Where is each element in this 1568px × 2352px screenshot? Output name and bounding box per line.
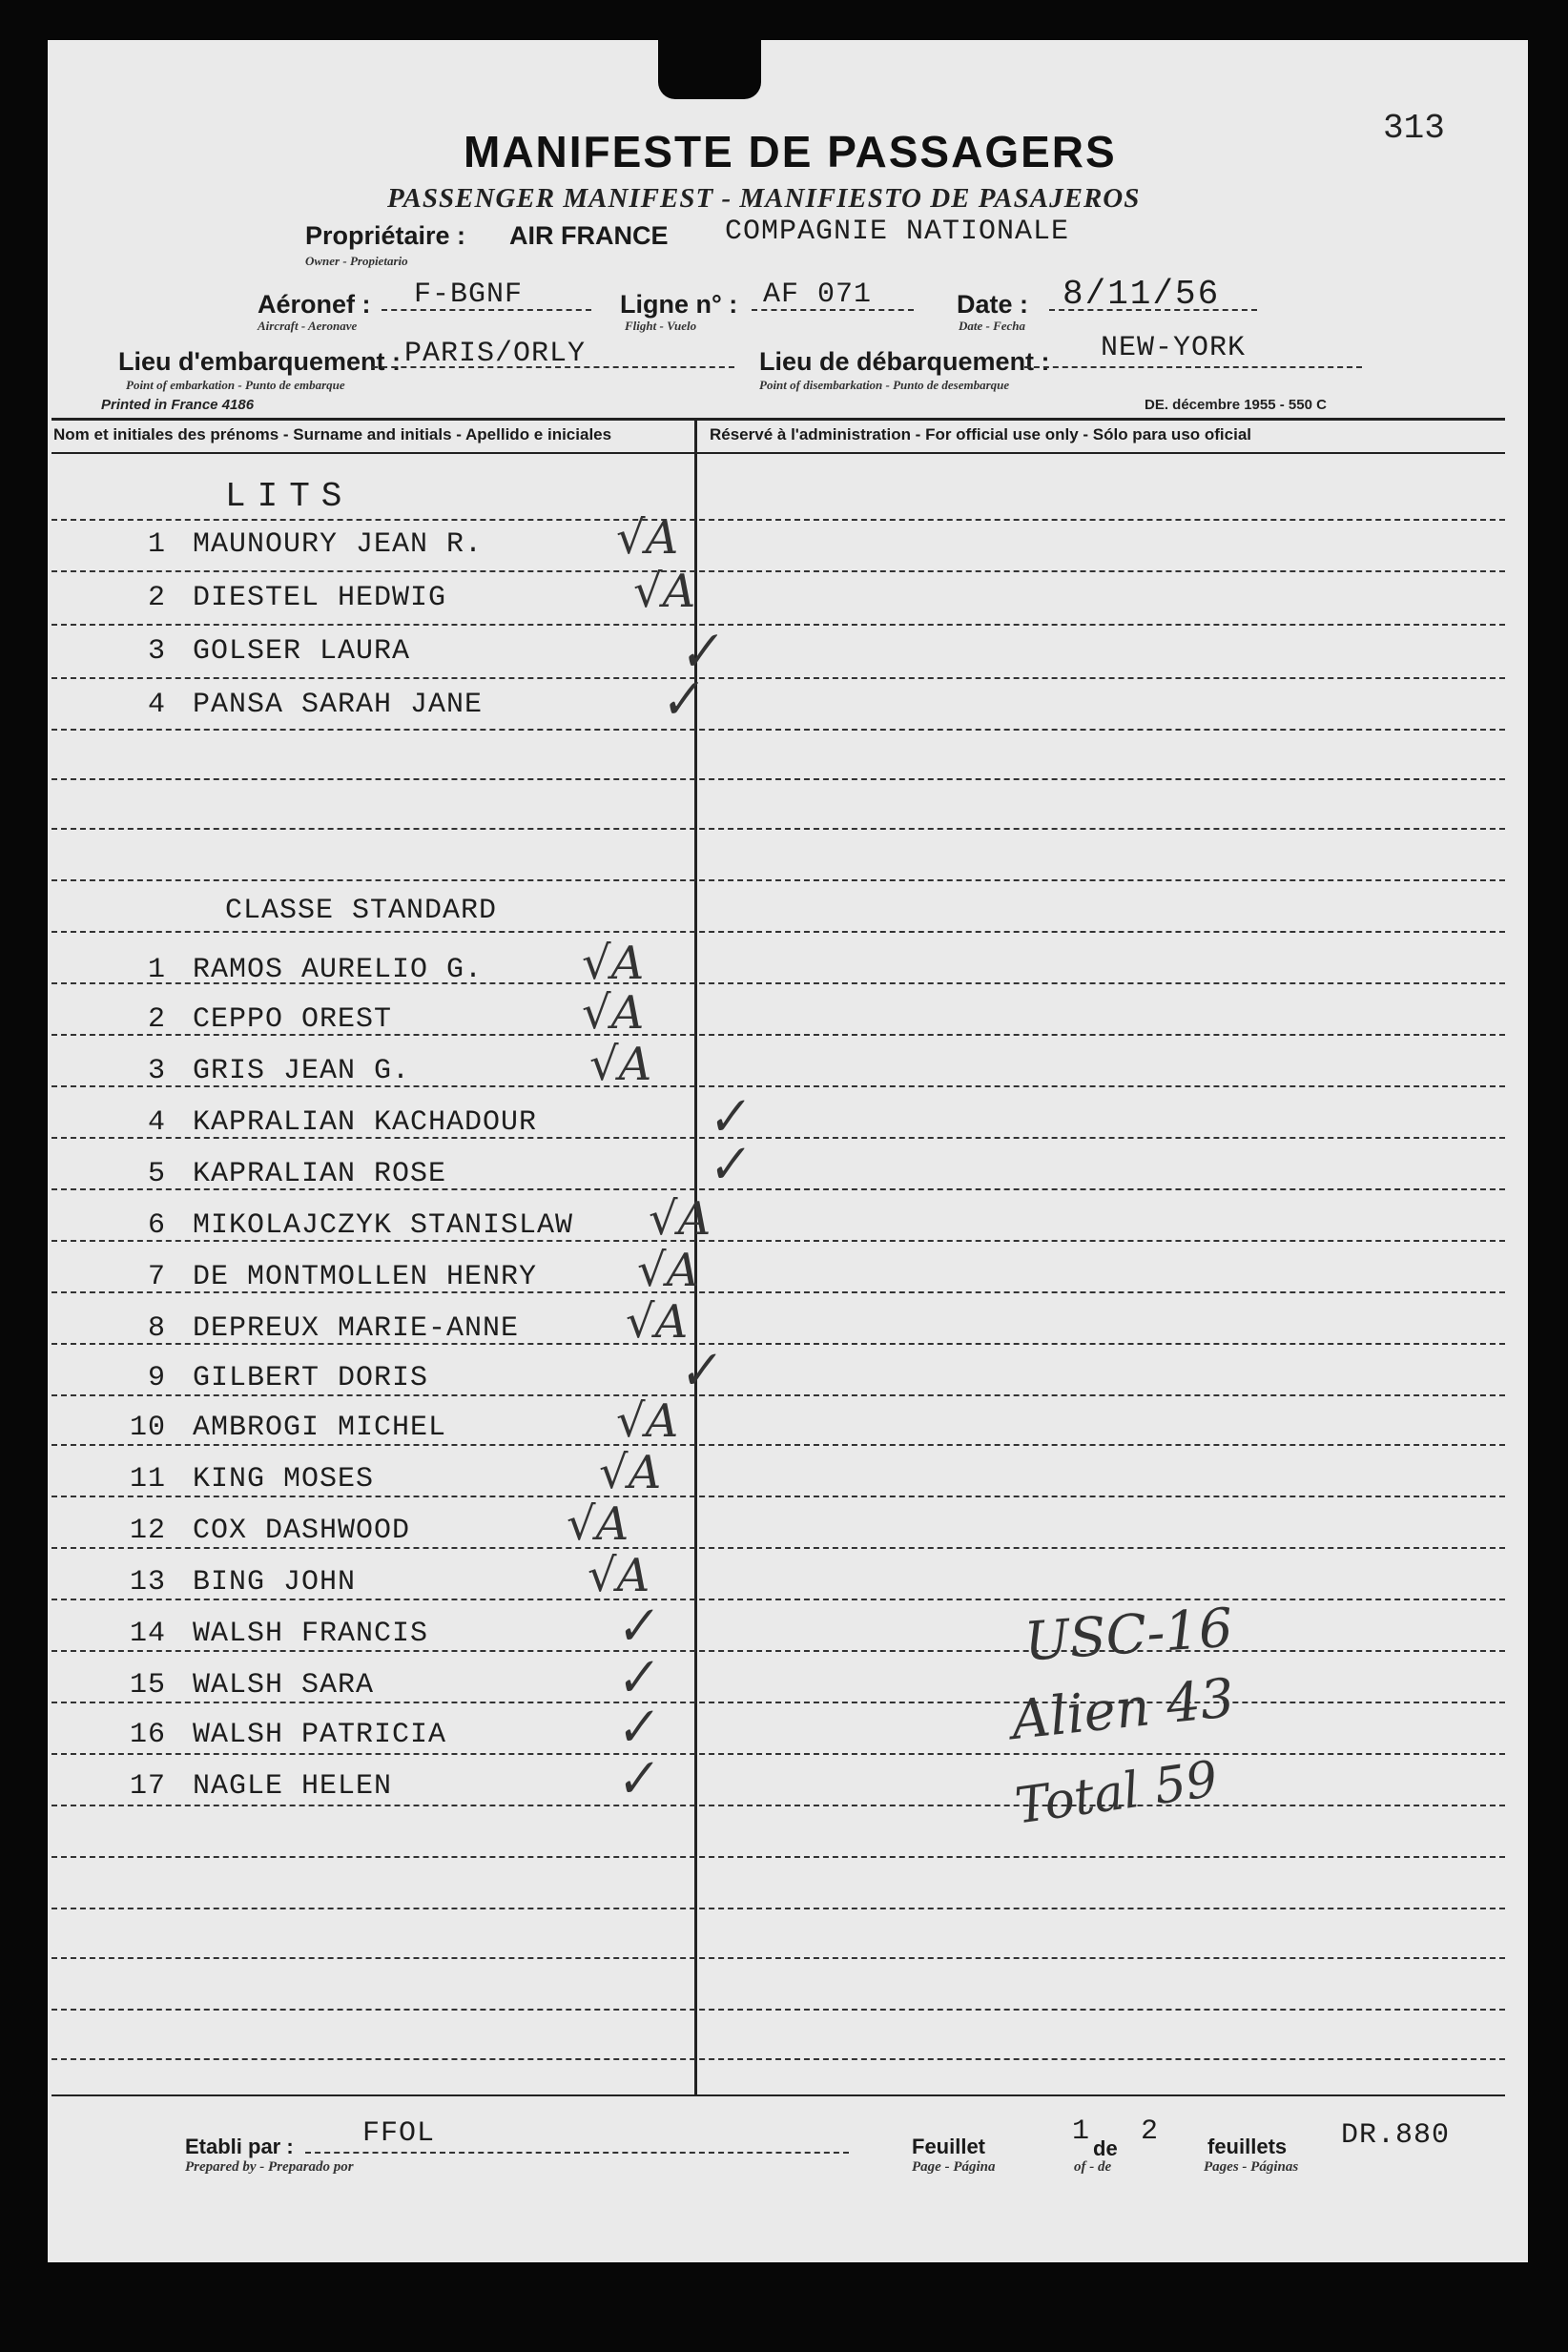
ruled-line [52, 1805, 1505, 1806]
table-bottom-border [52, 2094, 1505, 2096]
check-mark: √A [567, 1497, 629, 1551]
owner-typed-value: COMPAGNIE NATIONALE [725, 216, 1070, 248]
passenger-number: 17 [129, 1770, 166, 1803]
check-mark: √A [626, 1295, 689, 1349]
passenger-row [107, 954, 483, 986]
passenger-name: DIESTEL HEDWIG [193, 582, 447, 614]
passenger-number: 7 [147, 1261, 166, 1293]
check-mark: √A [599, 1446, 662, 1499]
owner-sublabel: Owner - Propietario [305, 254, 408, 268]
passenger-number: 6 [147, 1209, 166, 1242]
ruled-line [52, 1599, 1505, 1600]
form-code: DE. décembre 1955 - 550 C [1145, 397, 1327, 413]
embark-label: Lieu d'embarquement : [118, 347, 401, 376]
ruled-line [52, 1444, 1505, 1446]
disembark-value: NEW-YORK [1101, 332, 1247, 364]
prepared-label: Etabli par : [185, 2135, 294, 2158]
column-header-official: Réservé à l'administration - For official use only - Sólo para uso oficial [710, 425, 1252, 444]
ruled-line [52, 2009, 1505, 2011]
check-mark: ✓ [672, 619, 725, 685]
total-pages-value: 2 [1141, 2115, 1160, 2148]
passenger-name: PANSA SARAH JANE [193, 689, 484, 721]
passenger-name: CEPPO OREST [193, 1003, 393, 1036]
ruled-line [52, 1957, 1505, 1959]
ruled-line [52, 1496, 1505, 1497]
owner-label: Propriétaire : [305, 221, 466, 250]
passenger-number: 8 [147, 1312, 166, 1345]
passenger-number: 16 [129, 1719, 166, 1751]
passenger-name: DEPREUX MARIE-ANNE [193, 1312, 520, 1345]
flight-value: AF 071 [763, 279, 873, 311]
date-sublabel: Date - Fecha [959, 319, 1026, 333]
passenger-row [107, 1618, 428, 1650]
check-mark: √A [589, 1038, 652, 1091]
passenger-number: 13 [129, 1566, 166, 1599]
binder-tab [658, 40, 761, 99]
check-mark: ✓ [702, 1134, 752, 1197]
ruled-line [52, 778, 1505, 780]
prepared-underline [305, 2152, 849, 2154]
passenger-name: WALSH PATRICIA [193, 1719, 447, 1751]
passenger-number: 14 [129, 1618, 166, 1650]
passenger-name: BING JOHN [193, 1566, 357, 1599]
manifest-sheet [48, 40, 1528, 2262]
check-mark: ✓ [610, 1748, 660, 1811]
passenger-row [107, 635, 410, 668]
check-mark: √A [649, 1192, 712, 1246]
check-mark: ✓ [673, 1340, 723, 1403]
passenger-number: 5 [147, 1158, 166, 1190]
date-value: 8/11/56 [1063, 275, 1221, 314]
ruled-line [52, 1856, 1505, 1858]
check-mark: √A [633, 565, 696, 618]
printed-note: Printed in France 4186 [101, 397, 255, 413]
section-heading-standard: CLASSE STANDARD [225, 895, 498, 927]
check-mark: ✓ [610, 1697, 660, 1760]
passenger-number: 1 [147, 954, 166, 986]
of-sublabel: of - de [1074, 2159, 1112, 2175]
handwritten-note: USC-16 [1021, 1597, 1235, 1674]
passenger-number: 2 [147, 582, 166, 614]
ruled-line [52, 828, 1505, 830]
check-mark: ✓ [610, 1596, 660, 1659]
embark-value: PARIS/ORLY [404, 338, 587, 370]
disembark-underline [1024, 366, 1362, 368]
ruled-line [52, 931, 1505, 933]
sheet-label: Feuillet [912, 2135, 986, 2158]
passenger-row [107, 1055, 410, 1087]
document-subtitle: PASSENGER MANIFEST - MANIFIESTO DE PASAJEROS [387, 183, 1141, 214]
passenger-name: KING MOSES [193, 1463, 375, 1496]
ruled-line [52, 1702, 1505, 1703]
of-label: de [1093, 2136, 1118, 2160]
flight-underline [752, 309, 914, 311]
passenger-name: WALSH FRANCIS [193, 1618, 429, 1650]
passenger-name: WALSH SARA [193, 1669, 375, 1702]
passenger-number: 10 [129, 1412, 166, 1444]
aircraft-value: F-BGNF [414, 279, 524, 311]
passenger-row [107, 1003, 392, 1036]
ruled-line [52, 677, 1505, 679]
passenger-name: MIKOLAJCZYK STANISLAW [193, 1209, 574, 1242]
owner-printed-value: AIR FRANCE [509, 221, 669, 250]
pages-sublabel: Pages - Páginas [1204, 2159, 1299, 2175]
table-top-border [52, 418, 1505, 421]
passenger-row [107, 1412, 446, 1444]
passenger-number: 15 [129, 1669, 166, 1702]
flight-label: Ligne n° : [620, 290, 738, 319]
ruled-line [52, 1753, 1505, 1755]
table-header-border [52, 452, 1505, 454]
date-underline [1049, 309, 1257, 311]
ruled-line [52, 729, 1505, 731]
passenger-number: 2 [147, 1003, 166, 1036]
check-mark: √A [582, 986, 645, 1040]
flight-sublabel: Flight - Vuelo [625, 319, 697, 333]
embark-sublabel: Point of embarkation - Punto de embarque [126, 378, 345, 392]
passenger-row [107, 689, 483, 721]
passenger-row [107, 528, 483, 561]
passenger-row [107, 1515, 410, 1547]
check-mark: ✓ [610, 1647, 660, 1710]
check-mark: √A [616, 1394, 679, 1448]
sheet-value: 1 [1072, 2115, 1091, 2148]
passenger-number: 1 [147, 528, 166, 561]
date-label: Date : [957, 290, 1029, 319]
pages-label: feuillets [1207, 2135, 1288, 2158]
passenger-name: AMBROGI MICHEL [193, 1412, 447, 1444]
passenger-name: GILBERT DORIS [193, 1362, 429, 1394]
handwritten-note: Total 59 [1011, 1750, 1222, 1836]
passenger-name: NAGLE HELEN [193, 1770, 393, 1803]
passenger-name: COX DASHWOOD [193, 1515, 411, 1547]
passenger-number: 9 [147, 1362, 166, 1394]
passenger-name: MAUNOURY JEAN R. [193, 528, 484, 561]
passenger-row [107, 1261, 537, 1293]
passenger-name: DE MONTMOLLEN HENRY [193, 1261, 538, 1293]
passenger-row [107, 1566, 356, 1599]
check-mark: √A [588, 1549, 650, 1602]
embark-underline [372, 366, 734, 368]
passenger-number: 3 [147, 635, 166, 668]
passenger-number: 11 [129, 1463, 166, 1496]
check-mark: ✓ [653, 667, 706, 732]
section-heading-lits: LITS [225, 477, 354, 516]
passenger-name: KAPRALIAN KACHADOUR [193, 1106, 538, 1139]
passenger-row [107, 1106, 537, 1139]
document-code: DR.880 [1341, 2119, 1451, 2152]
check-mark: √A [616, 511, 679, 565]
passenger-row [107, 1209, 573, 1242]
handwritten-note: Alien 43 [1008, 1666, 1238, 1753]
passenger-name: KAPRALIAN ROSE [193, 1158, 447, 1190]
passenger-name: GOLSER LAURA [193, 635, 411, 668]
ruled-line [52, 1547, 1505, 1549]
passenger-number: 3 [147, 1055, 166, 1087]
passenger-number: 12 [129, 1515, 166, 1547]
passenger-name: GRIS JEAN G. [193, 1055, 411, 1087]
ruled-line [52, 1650, 1505, 1652]
ruled-line [52, 1394, 1505, 1396]
aircraft-underline [382, 309, 591, 311]
passenger-row [107, 1463, 374, 1496]
ruled-line [52, 624, 1505, 626]
passenger-row [107, 1770, 392, 1803]
column-header-names: Nom et initiales des prénoms - Surname and initials - Apellido e iniciales [53, 425, 612, 444]
passenger-row [107, 1719, 446, 1751]
check-mark: ✓ [702, 1086, 752, 1149]
ruled-line [52, 879, 1505, 881]
aircraft-label: Aéronef : [258, 290, 371, 319]
check-mark: √A [582, 937, 645, 990]
aircraft-sublabel: Aircraft - Aeronave [258, 319, 358, 333]
passenger-row [107, 1669, 374, 1702]
check-mark: √A [637, 1244, 700, 1297]
passenger-number: 4 [147, 1106, 166, 1139]
passenger-name: RAMOS AURELIO G. [193, 954, 484, 986]
ruled-line [52, 519, 1505, 521]
page-number: 313 [1383, 109, 1445, 148]
passenger-number: 4 [147, 689, 166, 721]
passenger-row [107, 1362, 428, 1394]
passenger-row [107, 1312, 519, 1345]
prepared-value: FFOL [362, 2117, 436, 2150]
passenger-row [107, 582, 446, 614]
ruled-line [52, 570, 1505, 572]
document-title: MANIFESTE DE PASSAGERS [464, 127, 1117, 176]
passenger-row [107, 1158, 446, 1190]
disembark-label: Lieu de débarquement : [759, 347, 1050, 376]
sheet-sublabel: Page - Página [912, 2159, 996, 2175]
ruled-line [52, 2058, 1505, 2060]
ruled-line [52, 1908, 1505, 1909]
prepared-sublabel: Prepared by - Preparado por [185, 2159, 354, 2175]
disembark-sublabel: Point of disembarkation - Punto de desembarque [759, 378, 1010, 392]
